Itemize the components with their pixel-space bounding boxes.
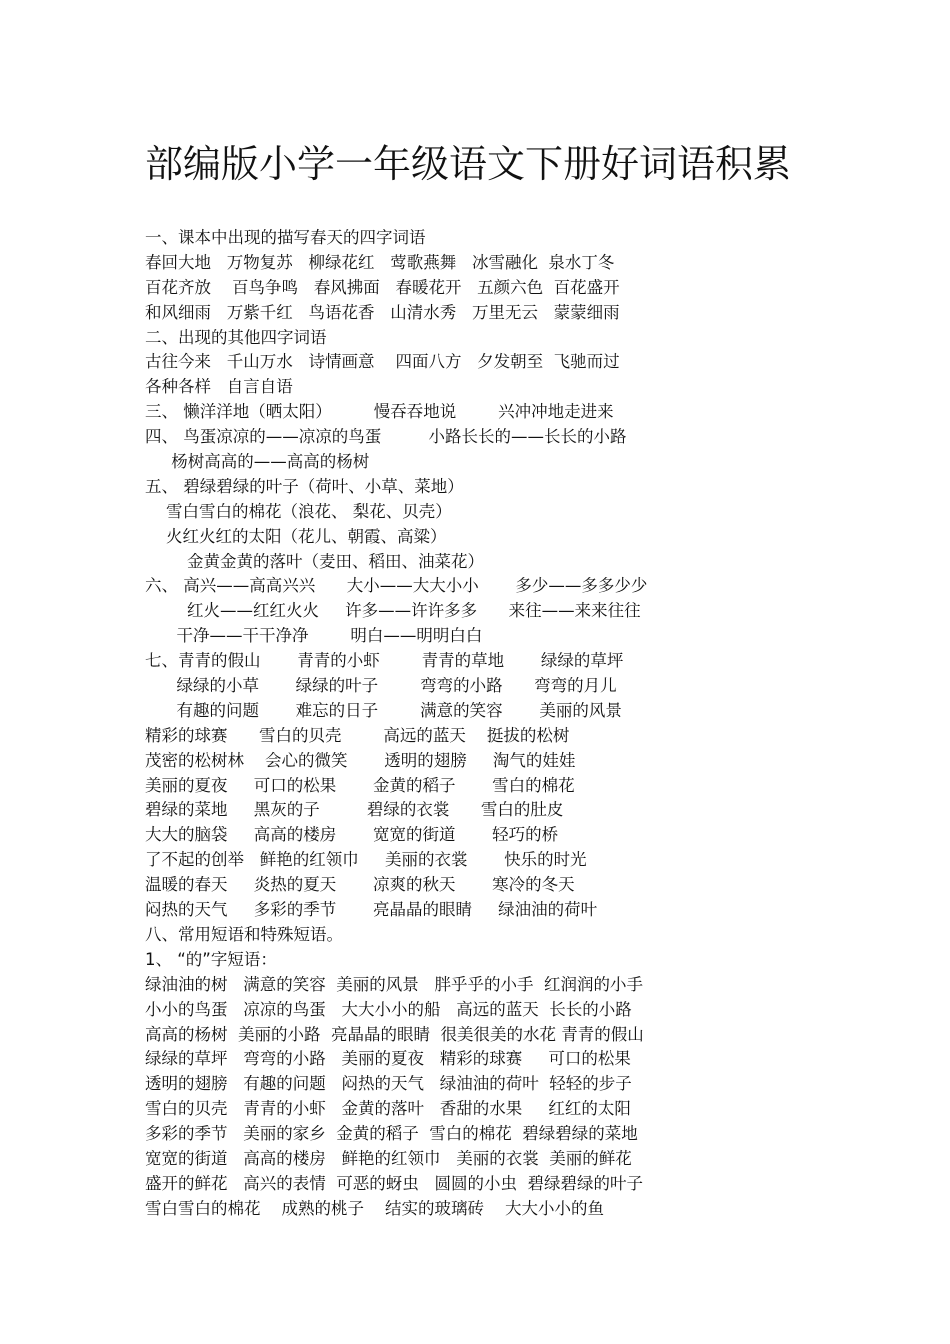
- text-line: 宽宽的街道 高高的楼房 鲜艳的红领巾 美丽的衣裳 美丽的鲜花: [145, 1148, 632, 1168]
- text-line: 各种各样 自言自语: [145, 377, 293, 397]
- text-line: 碧绿的菜地 黑灰的子 碧绿的衣裳 雪白的肚皮: [145, 800, 564, 820]
- text-line: 透明的翅膀 有趣的问题 闷热的天气 绿油油的荷叶 轻轻的步子: [145, 1074, 632, 1094]
- text-line: 一、课本中出现的描写春天的四字词语: [145, 228, 426, 247]
- text-line: 绿绿的草坪 弯弯的小路 美丽的夏夜 精彩的球赛 可口的松果: [145, 1049, 631, 1069]
- text-line: 和风细雨 万紫千红 鸟语花香 山清水秀 万里无云 蒙蒙细雨: [145, 302, 620, 322]
- text-line: 茂密的松树林 会心的微笑 透明的翅膀 淘气的娃娃: [145, 750, 576, 770]
- text-line: 干净——干干净净 明白——明明白白: [145, 626, 483, 646]
- text-line: 六、 高兴——高高兴兴 大小——大大小小 多少——多多少少: [145, 576, 648, 596]
- text-line: 七、青青的假山 青青的小虾 青青的草地 绿绿的草坪: [145, 651, 624, 671]
- text-line: 雪白的贝壳 青青的小虾 金黄的落叶 香甜的水果 红红的太阳: [145, 1099, 631, 1119]
- text-line: 杨树高高的——高高的杨树: [145, 452, 370, 472]
- text-line: 高高的杨树 美丽的小路 亮晶晶的眼睛 很美很美的水花 青青的假山: [145, 1024, 644, 1044]
- text-line: 春回大地 万物复苏 柳绿花红 莺歌燕舞 冰雪融化 泉水丁冬: [145, 252, 615, 272]
- text-line: 多彩的季节 美丽的家乡 金黄的稻子 雪白的棉花 碧绿碧绿的菜地: [145, 1124, 638, 1144]
- text-line: 1、 “的”字短语：: [145, 949, 277, 969]
- text-line: 四、 鸟蛋凉凉的——凉凉的鸟蛋 小路长长的——长长的小路: [145, 427, 627, 447]
- text-line: 绿绿的小草 绿绿的叶子 弯弯的小路 弯弯的月儿: [145, 676, 617, 696]
- text-line: 古往今来 千山万水 诗情画意 四面八方 夕发朝至 飞驰而过: [145, 352, 620, 372]
- text-line: 有趣的问题 难忘的日子 满意的笑容 美丽的风景: [145, 700, 622, 720]
- text-line: 温暖的春天 炎热的夏天 凉爽的秋天 寒冷的冬天: [145, 875, 575, 895]
- document-title: 部编版小学一年级语文下册好词语积累: [145, 142, 792, 186]
- text-line: 雪白雪白的棉花（浪花、 梨花、贝壳）: [145, 501, 452, 521]
- text-line: 盛开的鲜花 高兴的表情 可恶的蚜虫 圆圆的小虫 碧绿碧绿的叶子: [145, 1173, 643, 1193]
- text-line: 八、常用短语和特殊短语。: [145, 924, 343, 944]
- text-line: 三、 懒洋洋地（晒太阳） 慢吞吞地说 兴冲冲地走进来: [145, 402, 614, 422]
- text-line: 小小的鸟蛋 凉凉的鸟蛋 大大小小的船 高远的蓝天 长长的小路: [145, 999, 632, 1019]
- text-line: 精彩的球赛 雪白的贝壳 高远的蓝天 挺拔的松树: [145, 725, 570, 745]
- document-body: [145, 226, 905, 1222]
- text-line: 雪白雪白的棉花 成熟的桃子 结实的玻璃砖 大大小小的鱼: [145, 1198, 604, 1218]
- text-line: 五、 碧绿碧绿的叶子（荷叶、小草、菜地）: [145, 476, 464, 496]
- text-line: 了不起的创举 鲜艳的红领巾 美丽的衣裳 快乐的时光: [145, 850, 587, 870]
- text-line: 红火——红红火火 许多——许许多多 来往——来来往往: [145, 601, 641, 621]
- text-line: 二、出现的其他四字词语: [145, 327, 327, 347]
- text-line: 绿油油的树 满意的笑容 美丽的风景 胖乎乎的小手 红润润的小手: [145, 974, 643, 994]
- text-line: 火红火红的太阳（花儿、朝霞、高粱）: [145, 526, 447, 546]
- text-line: 闷热的天气 多彩的季节 亮晶晶的眼睛 绿油油的荷叶: [145, 900, 598, 920]
- text-line: 美丽的夏夜 可口的松果 金黄的稻子 雪白的棉花: [145, 775, 575, 795]
- text-line: 百花齐放 百鸟争鸣 春风拂面 春暖花开 五颜六色 百花盛开: [145, 277, 620, 297]
- text-line: 金黄金黄的落叶（麦田、稻田、油菜花）: [145, 551, 484, 571]
- text-line: 大大的脑袋 高高的楼房 宽宽的街道 轻巧的桥: [145, 825, 559, 845]
